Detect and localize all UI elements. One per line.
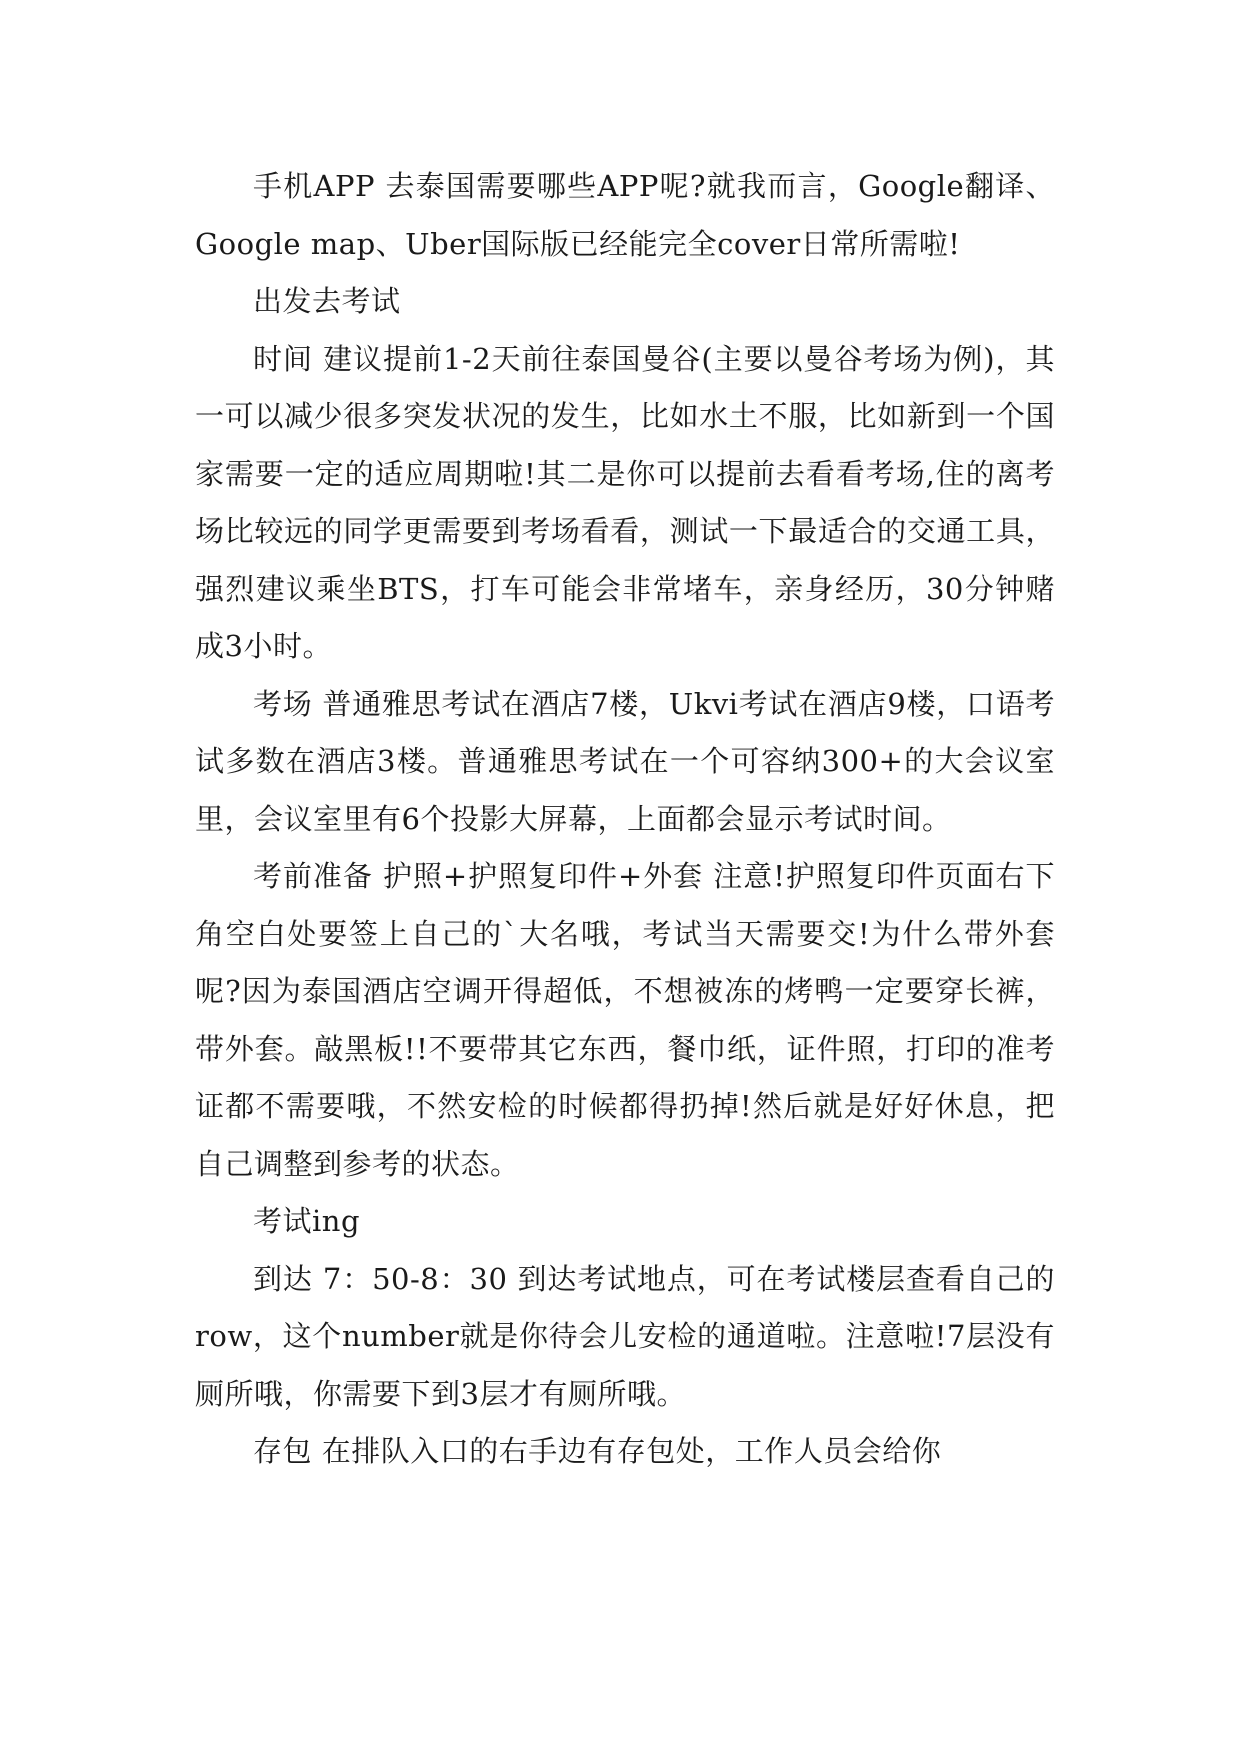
section-heading-exam-ing: 考试ing: [253, 1204, 361, 1238]
paragraph-apps: 手机APP 去泰国需要哪些APP呢?就我而言，Google翻译、Google map、Uber国际版已经能完全cover日常所需啦!: [195, 169, 1055, 261]
paragraph-venue: 考场 普通雅思考试在酒店7楼，Ukvi考试在酒店9楼，口语考试多数在酒店3楼。普通雅思考试在一个可容纳300+的大会议室里，会议室里有6个投影大屏幕，上面都会显示考试时间。: [195, 686, 1055, 836]
section-heading-depart: 出发去考试: [253, 284, 401, 318]
document-page: [195, 158, 1055, 1481]
paragraph-arrival: 到达 7：50-8：30 到达考试地点，可在考试楼层查看自己的row，这个number就是你待会儿安检的通道啦。注意啦!7层没有厕所哦，你需要下到3层才有厕所哦。: [195, 1261, 1055, 1411]
paragraph-preparation: 考前准备 护照+护照复印件+外套 注意!护照复印件页面右下角空白处要签上自己的`大名哦，考试当天需要交!为什么带外套呢?因为泰国酒店空调开得超低，不想被冻的烤鸭一定要穿长裤，带外套。敲黑板!!不要带其它东西，餐巾纸，证件照，打印的准考证都不需要哦，不然安检的时候都得扔掉!然后就是好好休息，把自己调整到参考的状态。: [195, 859, 1055, 1181]
paragraph-bag-storage: 存包 在排队入口的右手边有存包处，工作人员会给你: [253, 1434, 942, 1468]
paragraph-time: 时间 建议提前1-2天前往泰国曼谷(主要以曼谷考场为例)，其一可以减少很多突发状况的发生，比如水土不服，比如新到一个国家需要一定的适应周期啦!其二是你可以提前去看看考场,住的离考场比较远的同学更需要到考场看看，测试一下最适合的交通工具，强烈建议乘坐BTS，打车可能会非常堵车，亲身经历，30分钟赌成3小时。: [195, 341, 1055, 663]
